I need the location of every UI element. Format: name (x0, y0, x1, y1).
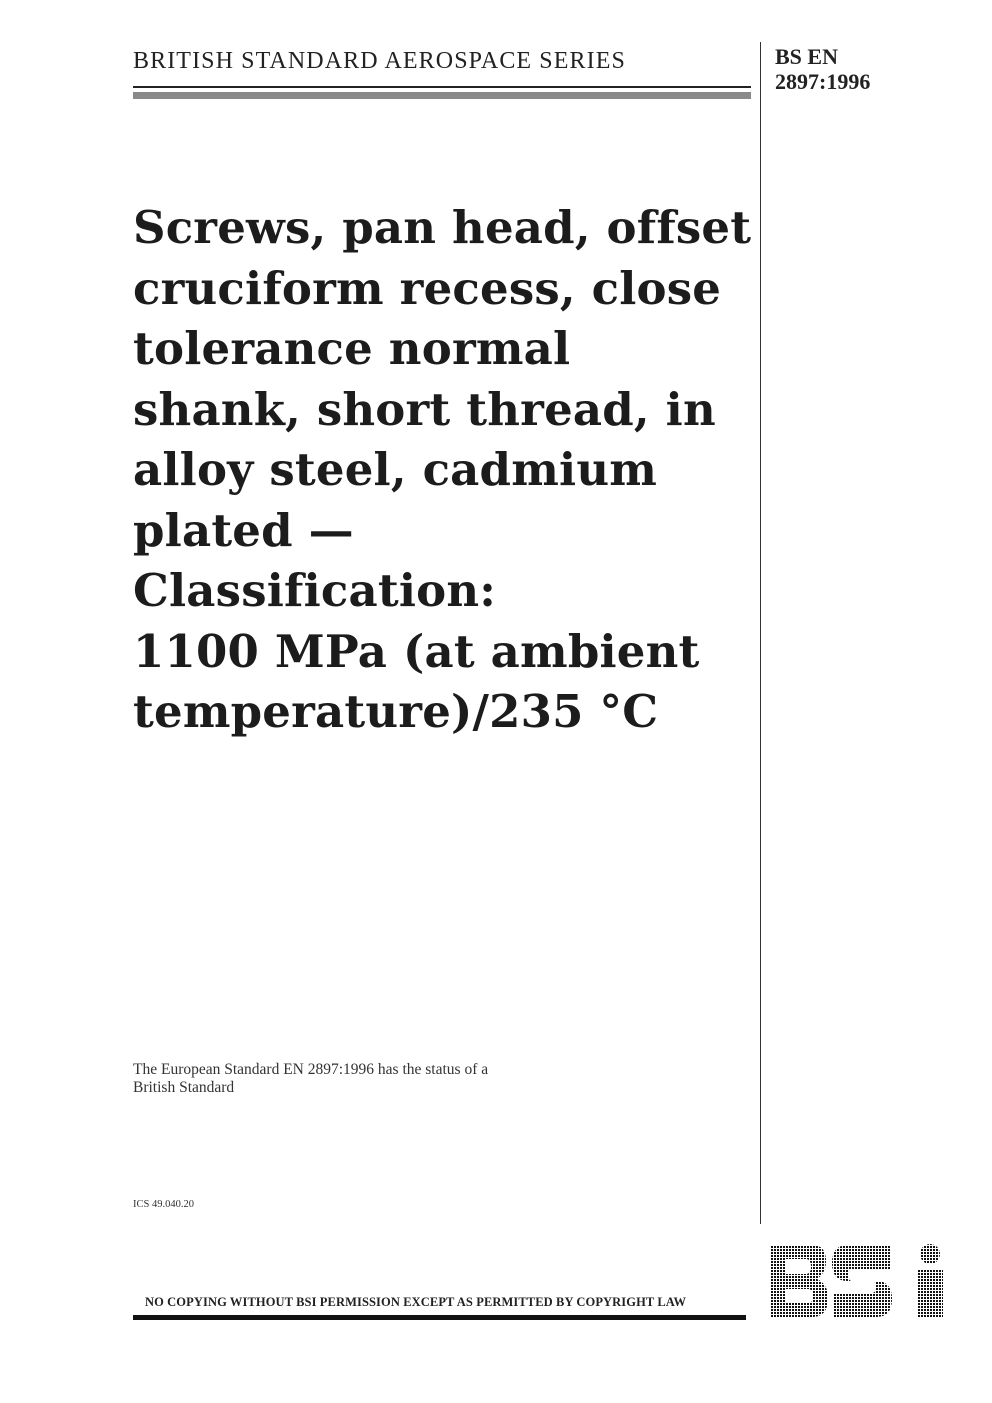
status-note-line1: The European Standard EN 2897:1996 has the status of a (133, 1061, 489, 1078)
copyright-notice: NO COPYING WITHOUT BSI PERMISSION EXCEPT AS PERMITTED BY COPYRIGHT LAW (145, 1295, 687, 1309)
bsi-logo-letter-b (770, 1245, 828, 1317)
status-note-line2: British Standard (133, 1079, 235, 1096)
title-line: 1100 MPa (at ambient (133, 624, 700, 678)
title-line: alloy steel, cadmium (133, 443, 658, 496)
standard-number (775, 44, 870, 94)
title-line: cruciform recess, close (133, 261, 722, 315)
title-line: Screws, pan head, offset (133, 201, 752, 254)
title-line: shank, short thread, in (133, 382, 716, 436)
title-line: tolerance normal (133, 322, 571, 375)
bsi-logo (768, 1243, 946, 1319)
document-title (133, 198, 751, 743)
series-header: BRITISH STANDARD AEROSPACE SERIES (133, 48, 626, 74)
title-line: temperature)/235 °C (133, 685, 659, 738)
bsi-logo-letter-s (832, 1245, 892, 1317)
title-line: Classification: (133, 564, 497, 617)
header-rule-thick (133, 92, 751, 99)
bsi-logo-letter-i (918, 1244, 943, 1317)
status-note (133, 1061, 488, 1097)
header-rule-thin (133, 86, 751, 88)
standard-number-line1: BS EN (775, 44, 838, 69)
vertical-divider (760, 42, 761, 1224)
standard-number-line2: 2897:1996 (775, 69, 871, 94)
title-line: plated — (133, 503, 354, 557)
footer-rule (133, 1315, 746, 1320)
ics-code: ICS 49.040.20 (133, 1199, 194, 1210)
